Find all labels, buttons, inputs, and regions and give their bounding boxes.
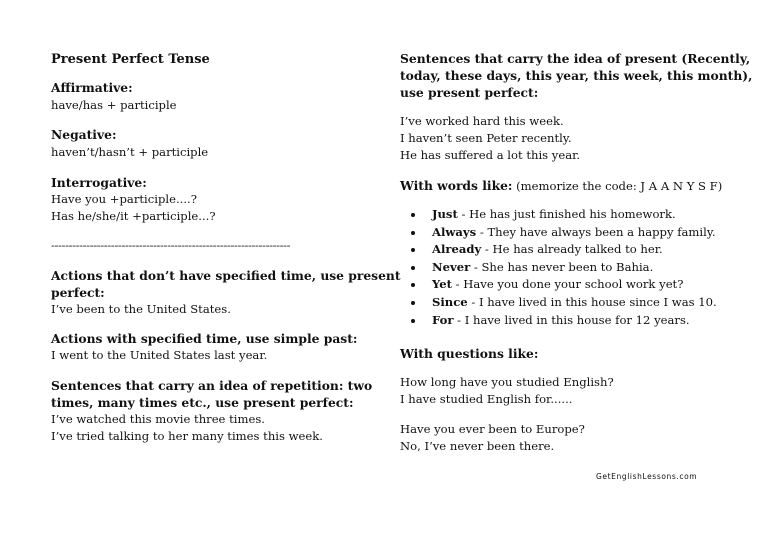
present-example-1: I’ve worked hard this week. [400, 114, 564, 128]
list-item: Never - She has never been to Bahia. [400, 259, 717, 277]
site-credit: GetEnglishLessons.com [596, 472, 698, 481]
list-item: Since - I have lived in this house since I was 10. [400, 294, 717, 312]
present-heading-line2: today, these days, this year, this week, this month), [400, 68, 753, 83]
bullet-icon [411, 301, 415, 305]
bullet-icon [411, 319, 415, 323]
rule1-example: I’ve been to the United States. [51, 302, 231, 316]
rule2-heading: Actions with specified time, use simple past: [51, 331, 358, 346]
bullet-icon [411, 266, 415, 270]
list-item: Just - He has just finished his homework. [400, 206, 717, 224]
bullet-icon [411, 283, 415, 287]
present-example-3: He has suffered a lot this year. [400, 148, 581, 162]
interrogative-formula-2: Has he/she/it +participle...? [51, 209, 216, 223]
present-heading-line3: use present perfect: [400, 85, 539, 100]
rule1-heading-line1: Actions that don’t have specified time, use present [51, 268, 401, 283]
words-like-label: With words like: [400, 178, 513, 193]
question-1: How long have you studied English? [400, 375, 614, 389]
negative-formula: haven’t/hasn’t + participle [51, 145, 209, 159]
rule1-heading-line2: perfect: [51, 285, 105, 300]
rule2-example: I went to the United States last year. [51, 348, 268, 362]
negative-label: Negative: [51, 127, 117, 142]
words-like-line [400, 177, 722, 195]
page-title: Present Perfect Tense [51, 52, 210, 67]
affirmative-formula: have/has + participle [51, 98, 177, 112]
affirmative-label: Affirmative: [51, 80, 133, 95]
list-item: For - I have lived in this house for 12 years. [400, 312, 717, 330]
list-item: Always - They have always been a happy family. [400, 224, 717, 242]
questions-label: With questions like: [400, 346, 539, 361]
interrogative-label: Interrogative: [51, 175, 147, 190]
rule3-heading-line2: times, many times etc., use present perfect: [51, 395, 354, 410]
bullet-icon [411, 213, 415, 217]
present-heading-line1: Sentences that carry the idea of present (Recently, [400, 51, 751, 66]
rule3-example-2: I’ve tried talking to her many times this week. [51, 429, 323, 443]
answer-2: No, I’ve never been there. [400, 439, 555, 453]
separator-line: -------------------------------------------------------------------- [51, 238, 291, 252]
present-example-2: I haven’t seen Peter recently. [400, 131, 572, 145]
bullet-icon [411, 248, 415, 252]
list-item: Already - He has already talked to her. [400, 241, 717, 259]
words-like-note: (memorize the code: J A A N Y S F) [512, 179, 723, 193]
question-2: Have you ever been to Europe? [400, 422, 585, 436]
rule3-example-1: I’ve watched this movie three times. [51, 412, 265, 426]
bullet-icon [411, 231, 415, 235]
rule3-heading-line1: Sentences that carry an idea of repetition: two [51, 378, 373, 393]
signal-words-list [400, 206, 717, 329]
answer-1: I have studied English for...... [400, 392, 573, 406]
list-item: Yet - Have you done your school work yet? [400, 276, 717, 294]
interrogative-formula-1: Have you +participle....? [51, 192, 197, 206]
